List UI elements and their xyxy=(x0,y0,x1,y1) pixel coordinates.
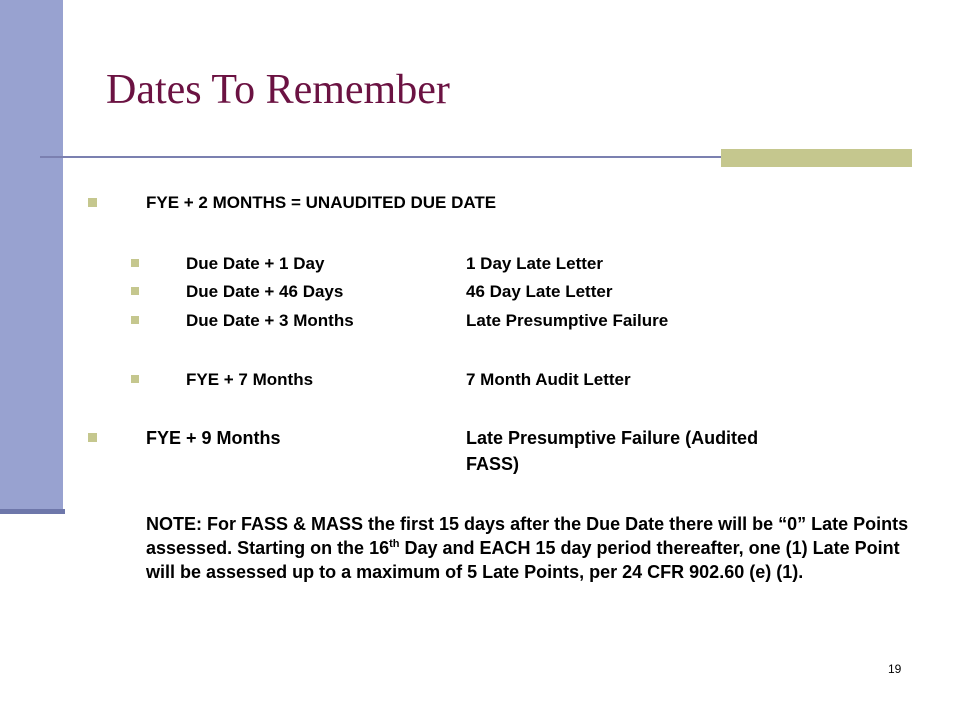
bullet-icon xyxy=(131,287,139,295)
note-text-part1: NOTE: For FASS & MASS the first 15 days after the Due Date there will be “0” Late Points assessed. Starting on the 16 xyxy=(146,514,909,558)
page-number: 19 xyxy=(888,662,902,676)
left-bar-shadow xyxy=(0,509,65,514)
bullet-icon xyxy=(88,198,97,207)
sub-item-label: Due Date + 46 Days xyxy=(186,282,344,301)
unaudited-due-date-item: FYE + 2 MONTHS = UNAUDITED DUE DATE xyxy=(146,193,497,212)
bullet-icon xyxy=(131,375,139,383)
bullet-icon xyxy=(88,433,97,442)
note-text-part2: Day and EACH 15 day period thereafter, one (1) Late Point will be assessed up to a maximum of 5 Late Points, per 24 CFR 902.60 (e) (1). xyxy=(146,538,900,582)
sub-item-label: Due Date + 3 Months xyxy=(186,311,354,330)
sub-item-value: 46 Day Late Letter xyxy=(466,282,613,301)
left-decorative-bar xyxy=(0,0,63,513)
late-points-note xyxy=(146,512,916,584)
sub-item-value: 1 Day Late Letter xyxy=(466,254,603,273)
bullet-icon xyxy=(131,259,139,267)
slide-title: Dates To Remember xyxy=(106,67,450,113)
bullet-icon xyxy=(131,316,139,324)
audited-item-label: FYE + 9 Months xyxy=(146,428,281,448)
note-superscript: th xyxy=(389,538,400,550)
sub-item-label: Due Date + 1 Day xyxy=(186,254,325,273)
sub-item-value: Late Presumptive Failure xyxy=(466,311,669,330)
audited-item-value-line2: FASS) xyxy=(466,454,520,474)
title-divider-accent xyxy=(721,149,912,167)
sub-item-value: 7 Month Audit Letter xyxy=(466,370,631,389)
sub-item-label: FYE + 7 Months xyxy=(186,370,314,389)
audited-item-value-line1: Late Presumptive Failure (Audited xyxy=(466,428,759,448)
